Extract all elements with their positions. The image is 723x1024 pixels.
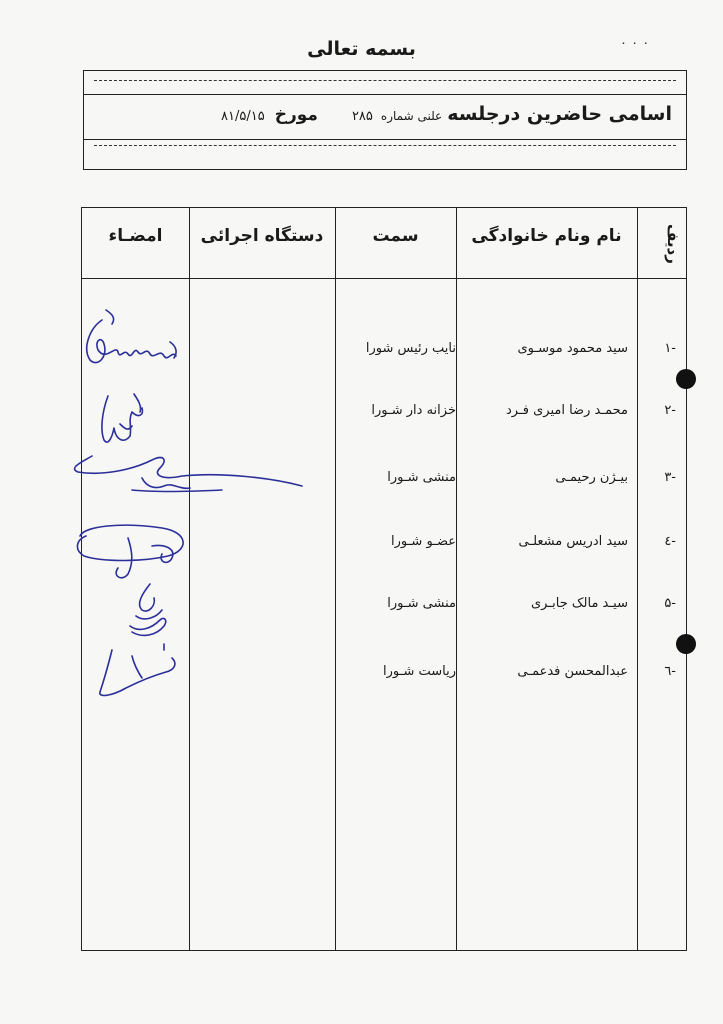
attendees-title: اسامی حاضرین درجلسه — [447, 103, 672, 125]
attendee-position: منشی شـورا — [387, 596, 456, 611]
attendee-name: سید ادریس مشعلـی — [518, 534, 628, 549]
page-marks: ٠ ٠ ٠ — [620, 36, 650, 51]
attendees-heading — [98, 103, 672, 133]
attendee-name: بیـژن رحیمـی — [555, 470, 628, 485]
column-header-name: نام ونام خانوادگی — [471, 226, 622, 246]
column-header-signature: امضـاء — [108, 226, 163, 246]
attendee-position: خزانه دار شـورا — [371, 403, 456, 418]
row-number: -۵ — [664, 596, 676, 611]
row-number: -۳ — [664, 470, 676, 485]
date-value: ۸۱/۵/۱۵ — [221, 109, 265, 124]
column-header-agency: دستگاه اجرائی — [200, 226, 324, 246]
attendee-position: عضـو شـورا — [391, 534, 456, 549]
attendee-position: نایب رئیس شورا — [365, 341, 456, 356]
attendee-name: سید محمود موسـوی — [517, 341, 628, 356]
signature-5 — [130, 584, 166, 635]
hole-punch — [676, 634, 696, 654]
attendee-position: ریاست شـورا — [383, 664, 456, 679]
header-box — [83, 70, 687, 170]
column-divider — [637, 208, 638, 950]
attendee-name: سیـد مالک جابـری — [530, 596, 628, 611]
row-number: -٦ — [664, 664, 676, 679]
attendee-position: منشی شـورا — [387, 470, 456, 485]
column-header-position: سمت — [372, 226, 419, 246]
dashed-line — [94, 145, 676, 146]
attendee-name: محمـد رضا امیری فـرد — [505, 403, 628, 418]
signature-1 — [87, 310, 176, 363]
row-number: -۱ — [664, 341, 676, 356]
column-divider — [335, 208, 336, 950]
signature-4 — [77, 525, 183, 578]
signature-2 — [102, 394, 142, 442]
meeting-number: ۲۸۵ — [351, 109, 373, 124]
handwritten-signatures — [72, 300, 202, 720]
signature-6 — [100, 644, 175, 695]
attendee-name: عبدالمحسن فدعمـی — [517, 664, 628, 679]
column-header-row-no: ردیف — [664, 224, 682, 264]
date-label: مورخ — [274, 105, 318, 125]
meeting-type: علنی شماره — [380, 109, 443, 123]
hole-punch — [676, 369, 696, 389]
column-divider — [456, 208, 457, 950]
row-number: -٤ — [664, 534, 676, 549]
dashed-line — [94, 80, 676, 81]
invocation-title: بسمه تعالی — [307, 38, 416, 60]
row-number: -۲ — [664, 403, 676, 418]
header-divider — [82, 278, 686, 279]
